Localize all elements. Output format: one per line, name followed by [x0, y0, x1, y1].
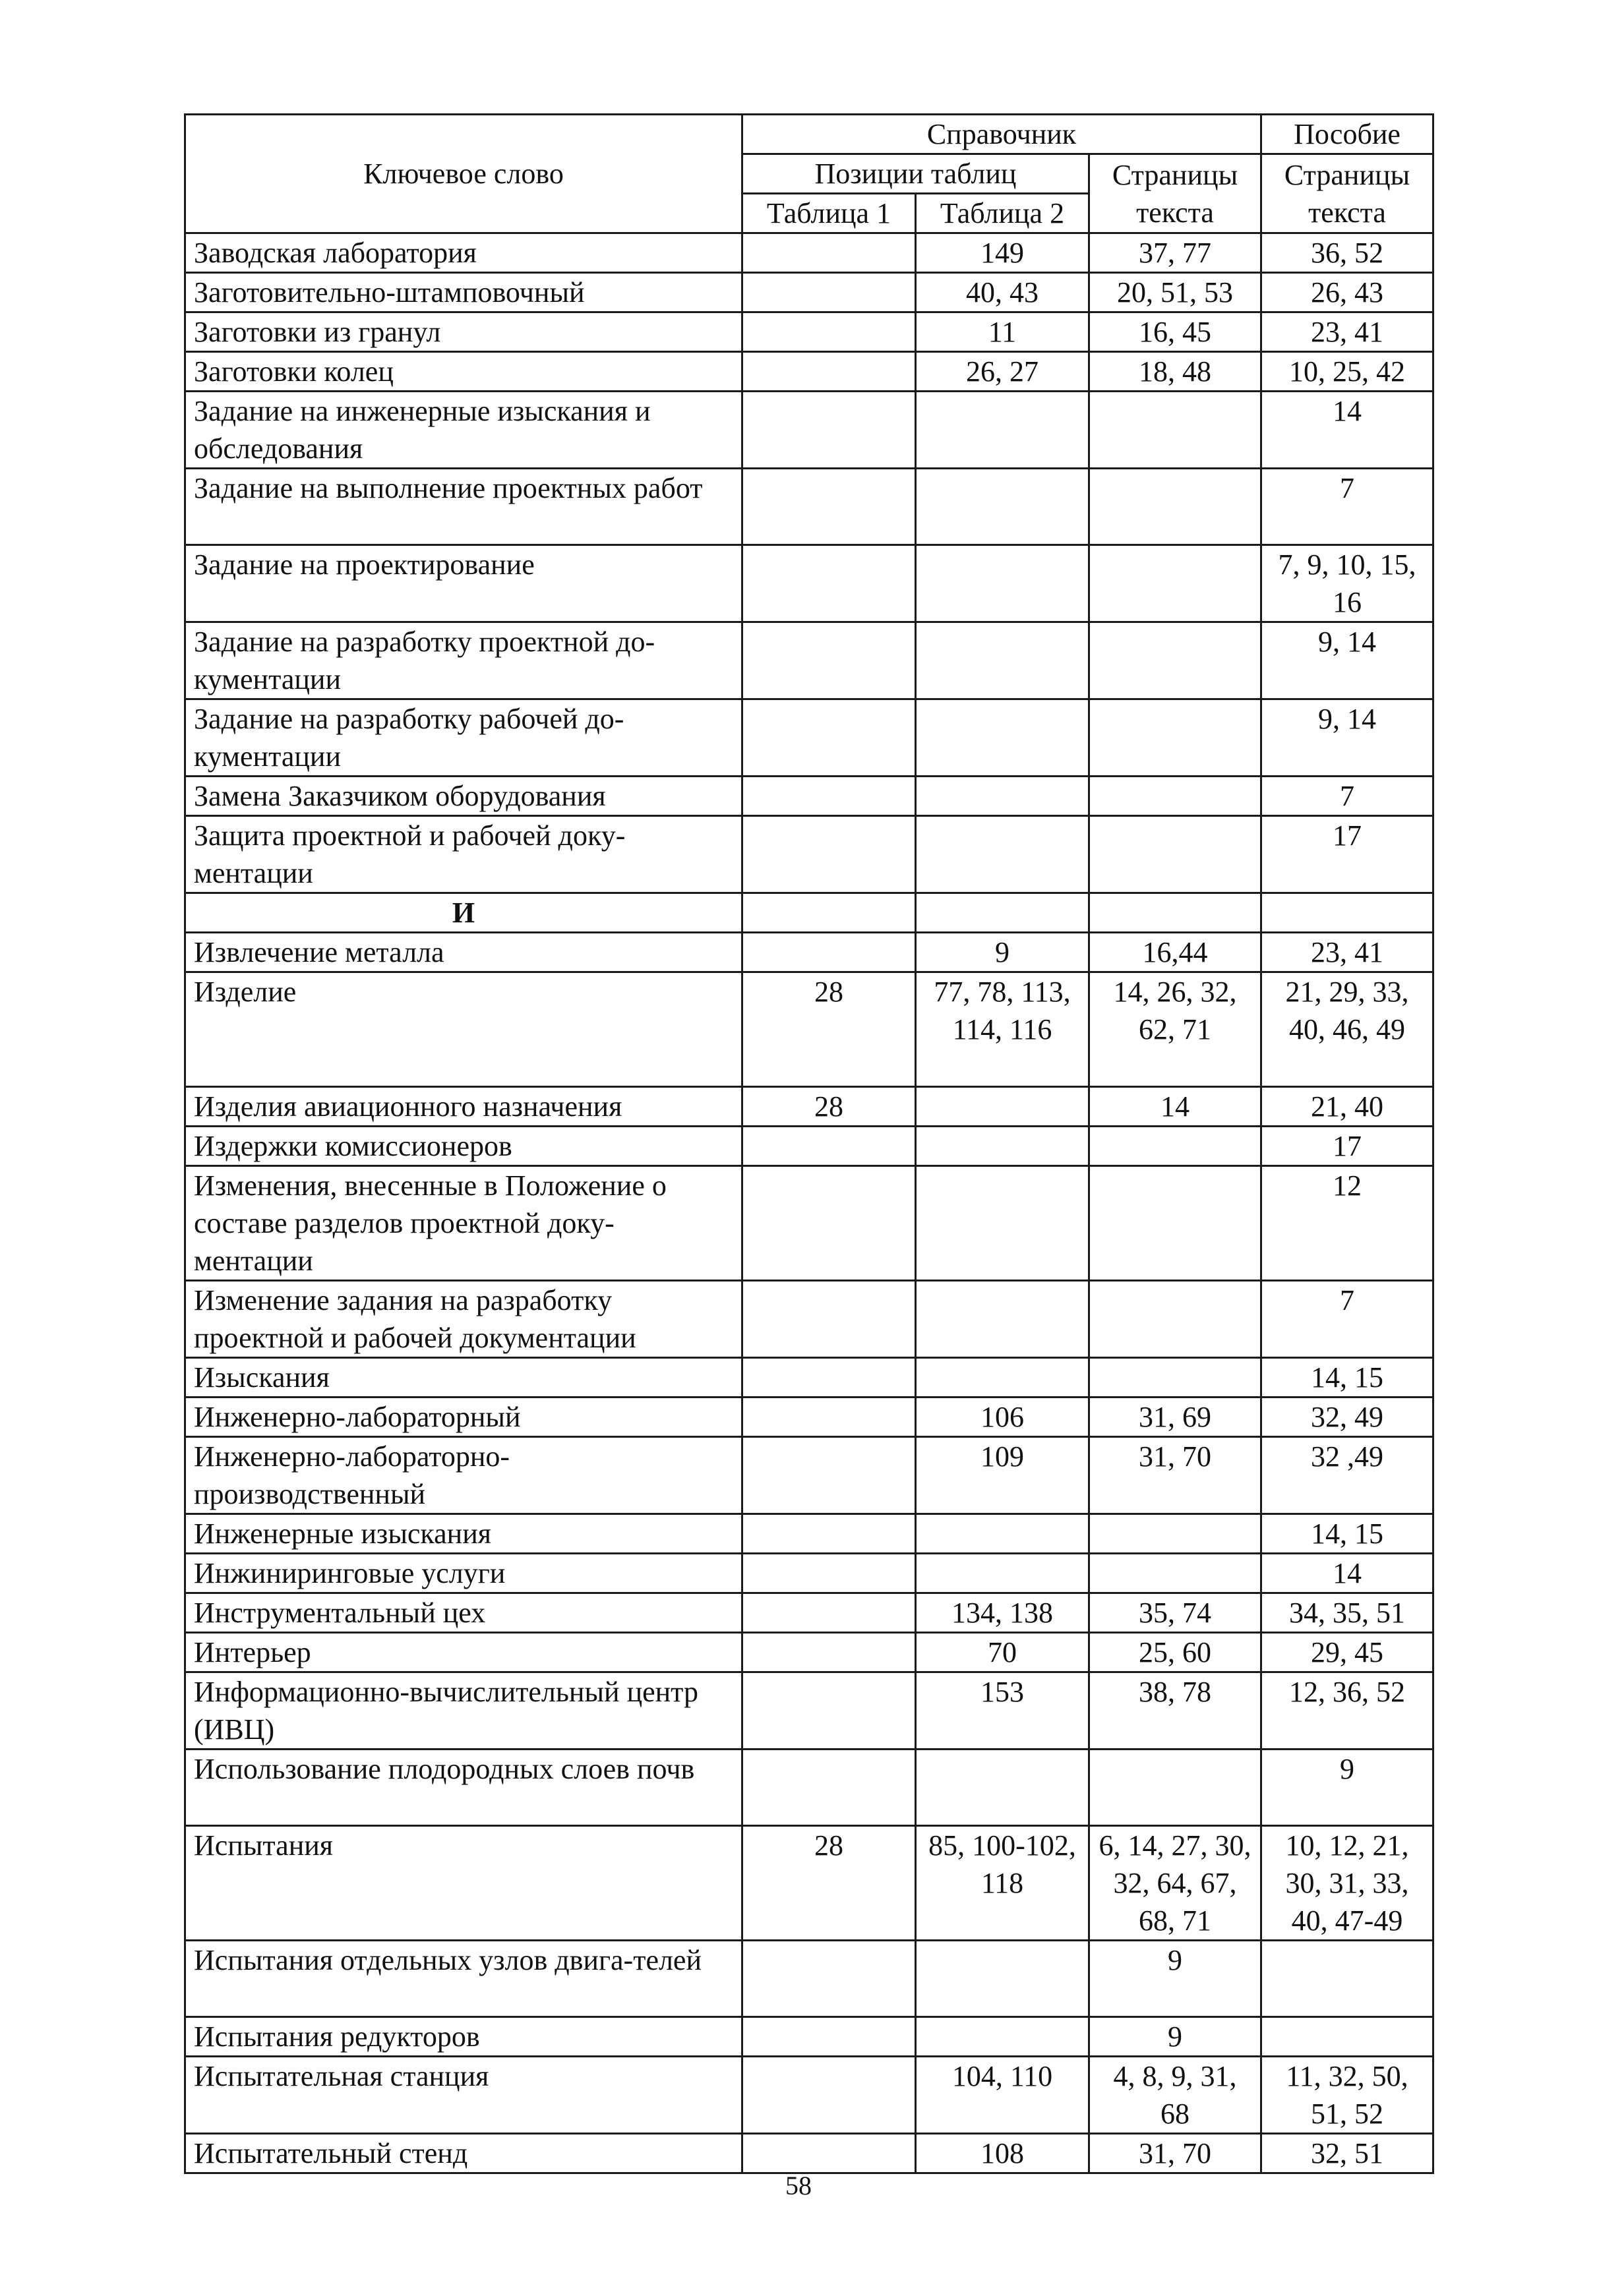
table-row [185, 1633, 1433, 1672]
tablica1-cell [742, 777, 916, 816]
table-row [185, 933, 1433, 972]
keyword-cell: Инженерные изыскания [185, 1514, 742, 1554]
posobie-pages-cell: 34, 35, 51 [1261, 1593, 1433, 1633]
tablica1-cell [742, 273, 916, 312]
tablica2-cell [916, 545, 1089, 622]
letter-heading: И [185, 893, 742, 933]
posobie-pages-cell: 23, 41 [1261, 312, 1433, 352]
table-row [185, 1358, 1433, 1398]
table-row [185, 816, 1433, 893]
header-posobie: Пособие [1261, 115, 1433, 154]
keyword-cell: Изделие [185, 972, 742, 1087]
spravochnik-pages-cell: 31, 70 [1089, 2134, 1261, 2173]
tablica1-cell [742, 1127, 916, 1166]
table-row [185, 273, 1433, 312]
tablica1-cell [742, 352, 916, 392]
table-row [185, 1127, 1433, 1166]
header-tablica2: Таблица 2 [916, 194, 1089, 233]
keyword-cell: Изделия авиационного назначения [185, 1087, 742, 1127]
tablica1-cell [742, 1593, 916, 1633]
tablica1-cell [742, 1750, 916, 1826]
tablica1-cell [742, 1633, 916, 1672]
empty-cell [742, 893, 916, 933]
posobie-pages-cell: 14, 15 [1261, 1358, 1433, 1398]
table-row [185, 622, 1433, 699]
posobie-pages-cell: 10, 25, 42 [1261, 352, 1433, 392]
keyword-cell: Заводская лаборатория [185, 233, 742, 273]
tablica1-cell [742, 1672, 916, 1750]
spravochnik-pages-cell: 35, 74 [1089, 1593, 1261, 1633]
posobie-pages-cell: 26, 43 [1261, 273, 1433, 312]
spravochnik-pages-cell: 14 [1089, 1087, 1261, 1127]
tablica1-cell [742, 2057, 916, 2134]
tablica2-cell: 11 [916, 312, 1089, 352]
empty-cell [1089, 893, 1261, 933]
table-row [185, 312, 1433, 352]
tablica1-cell [742, 1281, 916, 1358]
table-row [185, 1593, 1433, 1633]
table-row [185, 1672, 1433, 1750]
spravochnik-pages-cell [1089, 699, 1261, 777]
tablica2-cell: 109 [916, 1437, 1089, 1514]
spravochnik-pages-cell [1089, 1514, 1261, 1554]
keyword-cell: Инженерно-лабораторно-производственный [185, 1437, 742, 1514]
table-row [185, 1166, 1433, 1281]
table-row [185, 777, 1433, 816]
posobie-pages-cell [1261, 1941, 1433, 2017]
tablica2-cell [916, 622, 1089, 699]
spravochnik-pages-cell [1089, 1750, 1261, 1826]
table-row [185, 352, 1433, 392]
tablica1-cell: 28 [742, 1826, 916, 1941]
posobie-pages-cell: 9 [1261, 1750, 1433, 1826]
posobie-pages-cell: 7, 9, 10, 15, 16 [1261, 545, 1433, 622]
table-row [185, 2017, 1433, 2057]
spravochnik-pages-cell [1089, 469, 1261, 545]
table-row [185, 1281, 1433, 1358]
tablica2-cell: 26, 27 [916, 352, 1089, 392]
tablica1-cell [742, 1554, 916, 1593]
spravochnik-pages-cell [1089, 1166, 1261, 1281]
index-rows [185, 233, 1433, 2173]
spravochnik-pages-cell: 16, 45 [1089, 312, 1261, 352]
keyword-cell: Задание на инженерные изыскания и обследования [185, 392, 742, 469]
posobie-pages-cell: 11, 32, 50, 51, 52 [1261, 2057, 1433, 2134]
posobie-pages-cell: 7 [1261, 777, 1433, 816]
posobie-pages-cell: 14 [1261, 1554, 1433, 1593]
posobie-pages-cell: 23, 41 [1261, 933, 1433, 972]
spravochnik-pages-cell [1089, 1554, 1261, 1593]
table-row [185, 972, 1433, 1087]
header-spravochnik: Справочник [742, 115, 1261, 154]
tablica2-cell [916, 699, 1089, 777]
spravochnik-pages-cell [1089, 777, 1261, 816]
keyword-cell: Испытательная станция [185, 2057, 742, 2134]
keyword-cell: Задание на выполнение проектных работ [185, 469, 742, 545]
tablica1-cell [742, 469, 916, 545]
tablica2-cell [916, 1941, 1089, 2017]
posobie-pages-cell: 10, 12, 21, 30, 31, 33, 40, 47-49 [1261, 1826, 1433, 1941]
posobie-pages-cell: 7 [1261, 1281, 1433, 1358]
keyword-cell: Изменение задания на разработку проектной и рабочей документации [185, 1281, 742, 1358]
posobie-pages-cell: 29, 45 [1261, 1633, 1433, 1672]
tablica1-cell [742, 1358, 916, 1398]
tablica2-cell [916, 392, 1089, 469]
table-row [185, 1437, 1433, 1514]
spravochnik-pages-cell: 14, 26, 32, 62, 71 [1089, 972, 1261, 1087]
letter-divider-row [185, 893, 1433, 933]
spravochnik-pages-cell: 20, 51, 53 [1089, 273, 1261, 312]
tablica1-cell [742, 233, 916, 273]
tablica2-cell [916, 1087, 1089, 1127]
tablica2-cell: 40, 43 [916, 273, 1089, 312]
table-row [185, 1087, 1433, 1127]
tablica2-cell [916, 1514, 1089, 1554]
tablica2-cell: 70 [916, 1633, 1089, 1672]
spravochnik-pages-cell [1089, 622, 1261, 699]
table-row [185, 469, 1433, 545]
tablica2-cell [916, 2017, 1089, 2057]
table-row [185, 1750, 1433, 1826]
keyword-cell: Информационно-вычислительный центр (ИВЦ) [185, 1672, 742, 1750]
table-row [185, 1941, 1433, 2017]
keyword-cell: Защита проектной и рабочей доку-ментации [185, 816, 742, 893]
posobie-pages-cell: 14, 15 [1261, 1514, 1433, 1554]
tablica2-cell [916, 816, 1089, 893]
header-stranicy-sprav-line1: Страницы [1112, 158, 1238, 191]
keyword-cell: Испытания отдельных узлов двига-телей [185, 1941, 742, 2017]
spravochnik-pages-cell: 16,44 [1089, 933, 1261, 972]
table-row [185, 545, 1433, 622]
spravochnik-pages-cell [1089, 1281, 1261, 1358]
spravochnik-pages-cell: 4, 8, 9, 31, 68 [1089, 2057, 1261, 2134]
posobie-pages-cell: 7 [1261, 469, 1433, 545]
tablica2-cell [916, 1554, 1089, 1593]
posobie-pages-cell: 36, 52 [1261, 233, 1433, 273]
keyword-cell: Инжиниринговые услуги [185, 1554, 742, 1593]
table-row [185, 392, 1433, 469]
table-row [185, 1826, 1433, 1941]
table-row [185, 233, 1433, 273]
keyword-cell: Заготовки из гранул [185, 312, 742, 352]
spravochnik-pages-cell: 18, 48 [1089, 352, 1261, 392]
posobie-pages-cell: 17 [1261, 1127, 1433, 1166]
empty-cell [916, 893, 1089, 933]
tablica2-cell: 104, 110 [916, 2057, 1089, 2134]
tablica2-cell: 85, 100-102, 118 [916, 1826, 1089, 1941]
keyword-cell: Использование плодородных слоев почв [185, 1750, 742, 1826]
keyword-cell: Замена Заказчиком оборудования [185, 777, 742, 816]
table-row [185, 1514, 1433, 1554]
tablica1-cell: 28 [742, 1087, 916, 1127]
tablica2-cell [916, 777, 1089, 816]
tablica2-cell [916, 1127, 1089, 1166]
header-tablica1: Таблица 1 [742, 194, 916, 233]
keyword-cell: Задание на разработку рабочей до-кументации [185, 699, 742, 777]
posobie-pages-cell: 32 ,49 [1261, 1437, 1433, 1514]
tablica2-cell: 149 [916, 233, 1089, 273]
spravochnik-pages-cell [1089, 816, 1261, 893]
tablica1-cell [742, 312, 916, 352]
table-row [185, 2057, 1433, 2134]
tablica2-cell: 106 [916, 1398, 1089, 1437]
tablica1-cell [742, 816, 916, 893]
posobie-pages-cell: 12 [1261, 1166, 1433, 1281]
tablica2-cell [916, 1166, 1089, 1281]
spravochnik-pages-cell: 6, 14, 27, 30, 32, 64, 67, 68, 71 [1089, 1826, 1261, 1941]
header-stranicy-sprav [1089, 154, 1261, 233]
table-row [185, 1398, 1433, 1437]
spravochnik-pages-cell: 9 [1089, 2017, 1261, 2057]
header-stranicy-posobie-line2: текста [1308, 196, 1386, 229]
spravochnik-pages-cell: 31, 70 [1089, 1437, 1261, 1514]
keyword-cell: Испытательный стенд [185, 2134, 742, 2173]
header-stranicy-posobie-line1: Страницы [1284, 158, 1410, 191]
tablica1-cell [742, 545, 916, 622]
tablica2-cell: 9 [916, 933, 1089, 972]
tablica2-cell: 134, 138 [916, 1593, 1089, 1633]
tablica1-cell [742, 1166, 916, 1281]
spravochnik-pages-cell [1089, 1358, 1261, 1398]
keyword-cell: Интерьер [185, 1633, 742, 1672]
table-row [185, 2134, 1433, 2173]
keyword-cell: Заготовки колец [185, 352, 742, 392]
tablica2-cell [916, 1358, 1089, 1398]
spravochnik-pages-cell: 38, 78 [1089, 1672, 1261, 1750]
keyword-cell: Заготовительно-штамповочный [185, 273, 742, 312]
header-stranicy-sprav-line2: текста [1136, 196, 1214, 229]
empty-cell [1261, 893, 1433, 933]
tablica1-cell: 28 [742, 972, 916, 1087]
spravochnik-pages-cell [1089, 1127, 1261, 1166]
keyword-cell: Извлечение металла [185, 933, 742, 972]
posobie-pages-cell: 17 [1261, 816, 1433, 893]
spravochnik-pages-cell: 37, 77 [1089, 233, 1261, 273]
spravochnik-pages-cell: 9 [1089, 1941, 1261, 2017]
keyword-cell: Издержки комиссионеров [185, 1127, 742, 1166]
keyword-index-table [184, 113, 1434, 2174]
tablica2-cell [916, 1281, 1089, 1358]
table-row [185, 1554, 1433, 1593]
keyword-cell: Задание на проектирование [185, 545, 742, 622]
posobie-pages-cell: 14 [1261, 392, 1433, 469]
spravochnik-pages-cell [1089, 392, 1261, 469]
tablica1-cell [742, 392, 916, 469]
tablica2-cell: 77, 78, 113, 114, 116 [916, 972, 1089, 1087]
posobie-pages-cell: 9, 14 [1261, 699, 1433, 777]
keyword-cell: Инженерно-лабораторный [185, 1398, 742, 1437]
tablica1-cell [742, 933, 916, 972]
table-row [185, 699, 1433, 777]
posobie-pages-cell: 32, 49 [1261, 1398, 1433, 1437]
posobie-pages-cell: 12, 36, 52 [1261, 1672, 1433, 1750]
tablica1-cell [742, 622, 916, 699]
header-keyword: Ключевое слово [185, 115, 742, 233]
spravochnik-pages-cell [1089, 545, 1261, 622]
tablica2-cell: 153 [916, 1672, 1089, 1750]
tablica2-cell: 108 [916, 2134, 1089, 2173]
spravochnik-pages-cell: 25, 60 [1089, 1633, 1261, 1672]
page-number: 58 [785, 2171, 812, 2200]
posobie-pages-cell: 21, 40 [1261, 1087, 1433, 1127]
tablica1-cell [742, 1514, 916, 1554]
keyword-cell: Изменения, внесенные в Положение о составе разделов проектной доку-ментации [185, 1166, 742, 1281]
keyword-cell: Задание на разработку проектной до-кументации [185, 622, 742, 699]
header-stranicy-posobie [1261, 154, 1433, 233]
tablica2-cell [916, 469, 1089, 545]
posobie-pages-cell: 32, 51 [1261, 2134, 1433, 2173]
posobie-pages-cell: 9, 14 [1261, 622, 1433, 699]
tablica2-cell [916, 1750, 1089, 1826]
keyword-cell: Испытания [185, 1826, 742, 1941]
tablica1-cell [742, 1941, 916, 2017]
posobie-pages-cell [1261, 2017, 1433, 2057]
tablica1-cell [742, 1437, 916, 1514]
tablica1-cell [742, 1398, 916, 1437]
posobie-pages-cell: 21, 29, 33, 40, 46, 49 [1261, 972, 1433, 1087]
tablica1-cell [742, 699, 916, 777]
keyword-cell: Инструментальный цех [185, 1593, 742, 1633]
spravochnik-pages-cell: 31, 69 [1089, 1398, 1261, 1437]
tablica1-cell [742, 2017, 916, 2057]
tablica1-cell [742, 2134, 916, 2173]
header-pozicii-tablic: Позиции таблиц [742, 154, 1089, 194]
keyword-cell: Изыскания [185, 1358, 742, 1398]
keyword-cell: Испытания редукторов [185, 2017, 742, 2057]
